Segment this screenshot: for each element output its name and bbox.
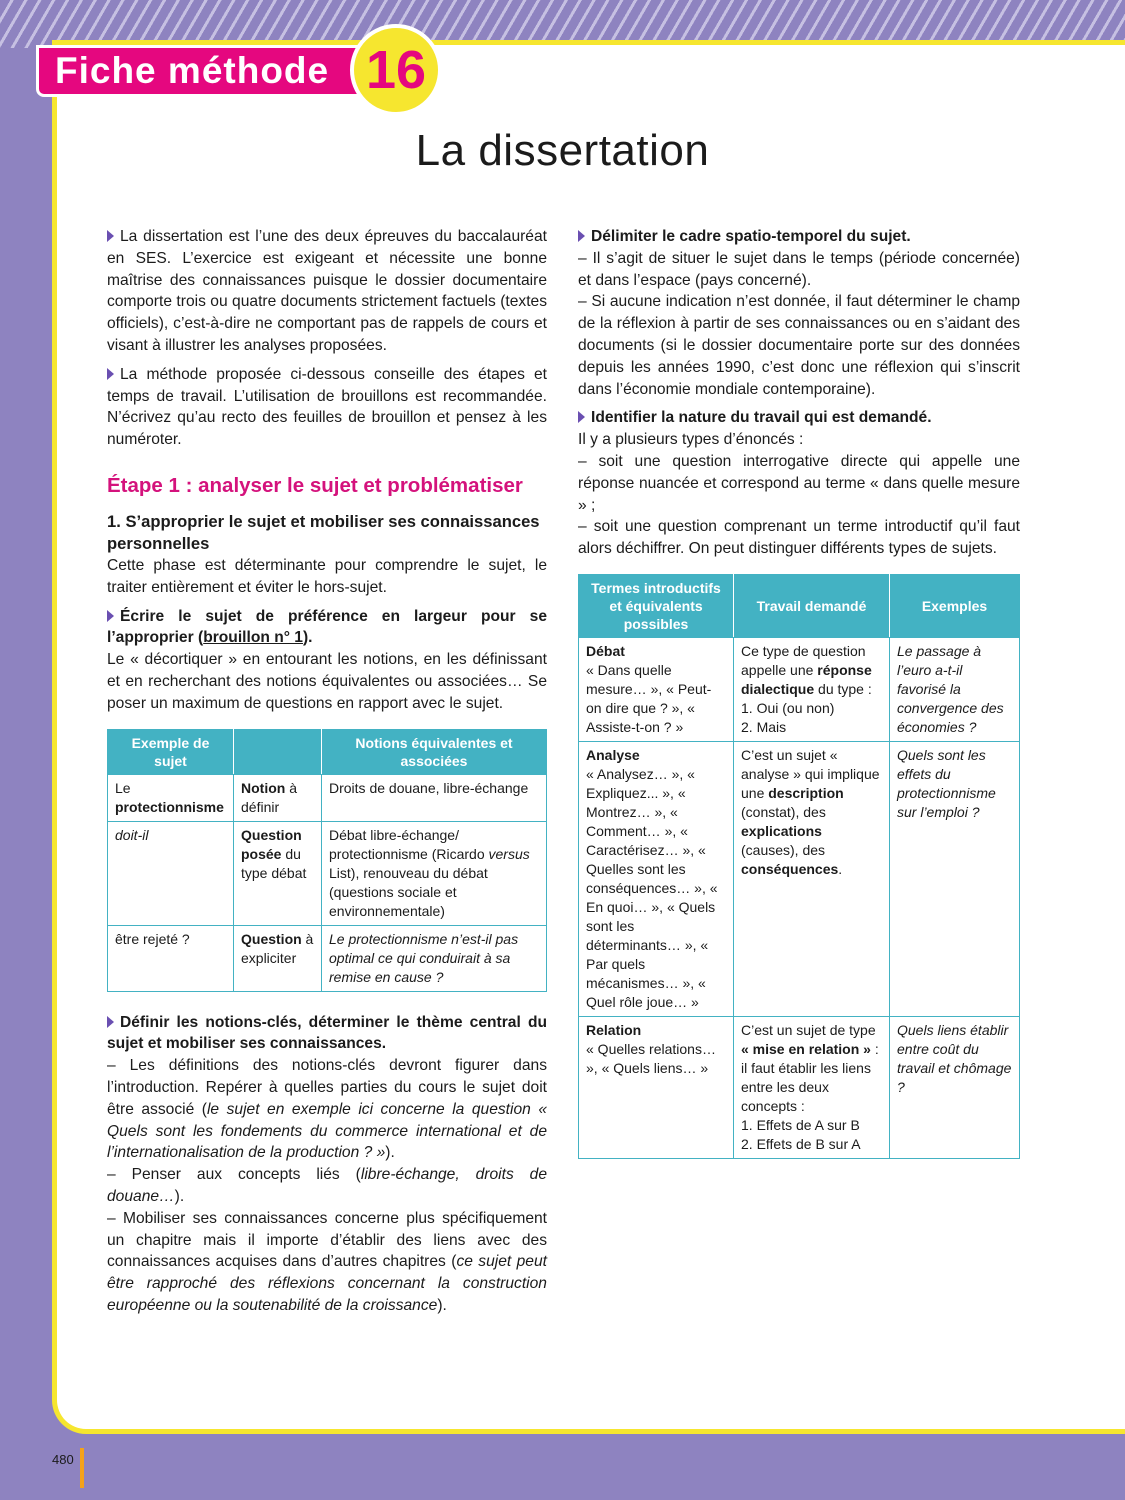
phase-paragraph: Cette phase est déterminante pour comprendre le sujet, le traiter entièrement et éviter le hors-sujet. [107,556,547,596]
identify-item: Il y a plusieurs types d’énoncés : [578,431,804,449]
method-paragraph: La méthode proposée ci-dessous conseille des étapes et temps de travail. L’utilisation de brouillons est recommandée. N’écrivez qu’au recto des feuilles de brouillon et pensez à les numéroter. [107,364,547,451]
identify-item: – soit une question interrogative directe qui appelle une réponse nuancée et correspond au terme « dans quelle mesure » ; [578,452,1020,514]
table-header-row [108,729,547,774]
table-row [579,1016,1020,1158]
table-cell: Le protectionnisme n’est-il pas optimal ce qui conduirait à sa remise en cause ? [322,925,547,991]
identify-item: – soit une question comprenant un terme introductif qu’il faut alors déchiffrer. On peut distinguer différents types de sujets. [578,518,1020,558]
table-cell: Ce type de question appelle une réponse dialectique du type : 1. Oui (ou non) 2. Mais [734,637,890,741]
define-instruction: Définir les notions-clés, déterminer le thème central du sujet et mobiliser ses connaissances. [107,1012,547,1056]
table-cell: Question à expliciter [234,925,322,991]
table-cell: Le passage à l’euro a-t-il favorisé la convergence des économies ? [890,637,1020,741]
table-cell: Débat « Dans quelle mesure… », « Peut-on dire que ? », « Assiste-t-on ? » [579,637,734,741]
page-title: La dissertation [415,126,710,175]
table-header-cell: Travail demandé [734,574,890,637]
subject-example-table [107,729,547,992]
table-cell: Question posée du type débat [234,821,322,925]
table-cell: Analyse « Analysez… », « Expliquez... », « Montrez… », « Comment… », « Caractérisez… », « Quelles sont les conséquences… », « En quoi… », « Quels sont les déterminants… », « Par quels mécanismes… », « Quel rôle joue… » [579,741,734,1016]
table-header-cell: Exemples [890,574,1020,637]
table-row [579,637,1020,741]
table-cell: doit-il [108,821,234,925]
table-header-cell: Notions équivalentes et associées [322,729,547,774]
definition-item: – Penser aux concepts liés (libre-échange, droits de douane…). [107,1166,548,1205]
delimit-instruction: Délimiter le cadre spatio-temporel du sujet. [578,226,1020,248]
table-row [108,821,547,925]
right-column [578,226,1020,1159]
delimit-item: – Si aucune indication n’est donnée, il faut déterminer le champ de la réflexion à partir de ses connaissances ou en s’aidant des documents (si le dossier documentaire porte sur des données depuis les années 1990, c’est donc une réflexion qui s’inscrit dans l’économie mondiale contemporaine). [578,293,1020,398]
subsection-heading: 1. S’approprier le sujet et mobiliser ses connaissances personnelles [107,511,540,553]
delimit-item: – Il s’agit de situer le sujet dans le temps (période concernée) et dans l’espace (pays concerné). [578,249,1020,289]
table-header-cell [234,729,322,774]
table-cell: Quels liens établir entre coût du travail et chômage ? [890,1016,1020,1158]
table-row [108,774,547,821]
table-cell: Le protectionnisme [108,774,234,821]
table-cell: être rejeté ? [108,925,234,991]
page-number-divider [80,1448,84,1488]
decortiquer-paragraph: Le « décortiquer » en entourant les notions, en les définissant et en recherchant des notions équivalentes ou associées… Se poser un maximum de questions en rapport avec le sujet. [107,651,547,712]
identify-instruction: Identifier la nature du travail qui est demandé. [578,407,1020,429]
table-header-row [579,574,1020,637]
definition-item: – Les définitions des notions-clés devront figurer dans l’introduction. Repérer à quelles parties du cours le sujet doit être associé (le sujet en exemple ici concerne la question « Quels sont les fondements du commerce international et de l’internationalisation de la production ? »). [107,1057,547,1162]
method-number-badge: 16 [350,24,442,116]
page-number: 480 [52,1452,74,1467]
table-cell: Débat libre-échange/ protectionnisme (Ricardo versus List), renouveau du débat (questions sociale et environnementale) [322,821,547,925]
step-heading: Étape 1 : analyser le sujet et problématiser [107,473,523,497]
table-header-cell: Termes introductifs et équivalents possibles [579,574,734,637]
table-cell: C’est un sujet de type « mise en relation » : il faut établir les liens entre les deux concepts : 1. Effets de A sur B 2. Effets de B sur A [734,1016,890,1158]
table-cell: Droits de douane, libre-échange [322,774,547,821]
table-cell: C’est un sujet « analyse » qui implique une description (constat), des explications (causes), des conséquences. [734,741,890,1016]
subject-types-table [578,574,1020,1159]
table-row [579,741,1020,1016]
table-cell: Notion à définir [234,774,322,821]
write-subject-instruction: Écrire le sujet de préférence en largeur pour se l’approprier (brouillon n° 1). [107,606,547,650]
table-row [108,925,547,991]
table-cell: Relation « Quelles relations… », « Quels liens… » [579,1016,734,1158]
table-cell: Quels sont les effets du protectionnisme sur l’emploi ? [890,741,1020,1016]
method-banner: Fiche méthode [36,45,382,97]
left-column [107,226,547,1317]
definition-item: – Mobiliser ses connaissances concerne plus spécifiquement un chapitre mais il importe d’établir des liens avec des connaissances acquises dans d’autres chapitres (ce sujet peut être rapproché des réflexions concernant la construction européenne ou la soutenabilité de la croissance). [107,1209,547,1314]
table-header-cell: Exemple de sujet [108,729,234,774]
intro-paragraph: La dissertation est l’une des deux épreuves du baccalauréat en SES. L’exercice est exigeant et nécessite une bonne maîtrise des connaissances puisque le dossier documentaire comporte trois ou quatre documents strictement factuels (textes officiels), c’est-à-dire ne comportant pas de rappels de cours et visant à illustrer les analyses proposées. [107,226,547,357]
